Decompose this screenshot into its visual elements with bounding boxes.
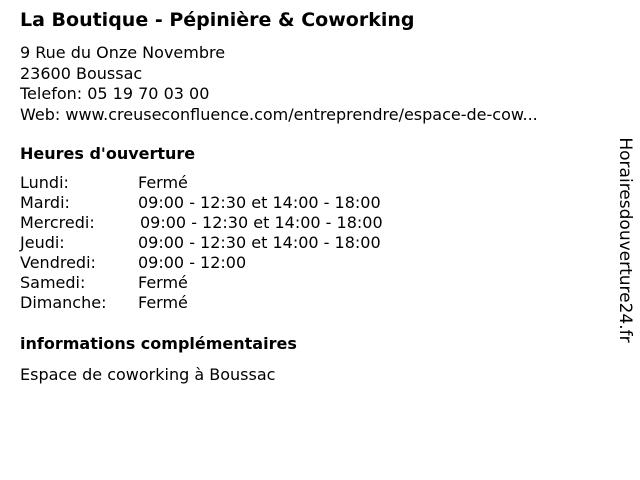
opening-hours-heading: Heures d'ouverture [20,144,196,163]
day-label: Dimanche: [20,293,107,312]
time-value: 09:00 - 12:00 [138,253,247,272]
business-title: La Boutique - Pépinière & Coworking [20,9,415,31]
website-link[interactable]: Web: www.creuseconfluence.com/entreprendre/espace-de-cow... [20,104,538,124]
time-value: Fermé [138,173,188,192]
day-label: Vendredi: [20,253,96,272]
additional-info-text: Espace de coworking à Boussac [20,365,276,384]
additional-info-heading: informations complémentaires [20,334,297,353]
day-label: Jeudi: [20,233,65,252]
day-label: Mercredi: [20,213,95,232]
address-street: 9 Rue du Onze Novembre [20,43,226,62]
site-watermark: Horairesdouverture24.fr [615,137,635,343]
address-city: 23600 Boussac [20,63,143,83]
day-label: Samedi: [20,273,86,292]
time-value: 09:00 - 12:30 et 14:00 - 18:00 [138,233,381,252]
business-contact [20,43,538,125]
time-value: Fermé [138,293,188,312]
time-value: 09:00 - 12:30 et 14:00 - 18:00 [140,213,383,232]
day-label: Mardi: [20,193,70,212]
day-label: Lundi: [20,173,69,192]
time-value: 09:00 - 12:30 et 14:00 - 18:00 [138,193,381,212]
phone-number[interactable]: Telefon: 05 19 70 03 00 [20,84,210,103]
time-value: Fermé [138,273,188,292]
